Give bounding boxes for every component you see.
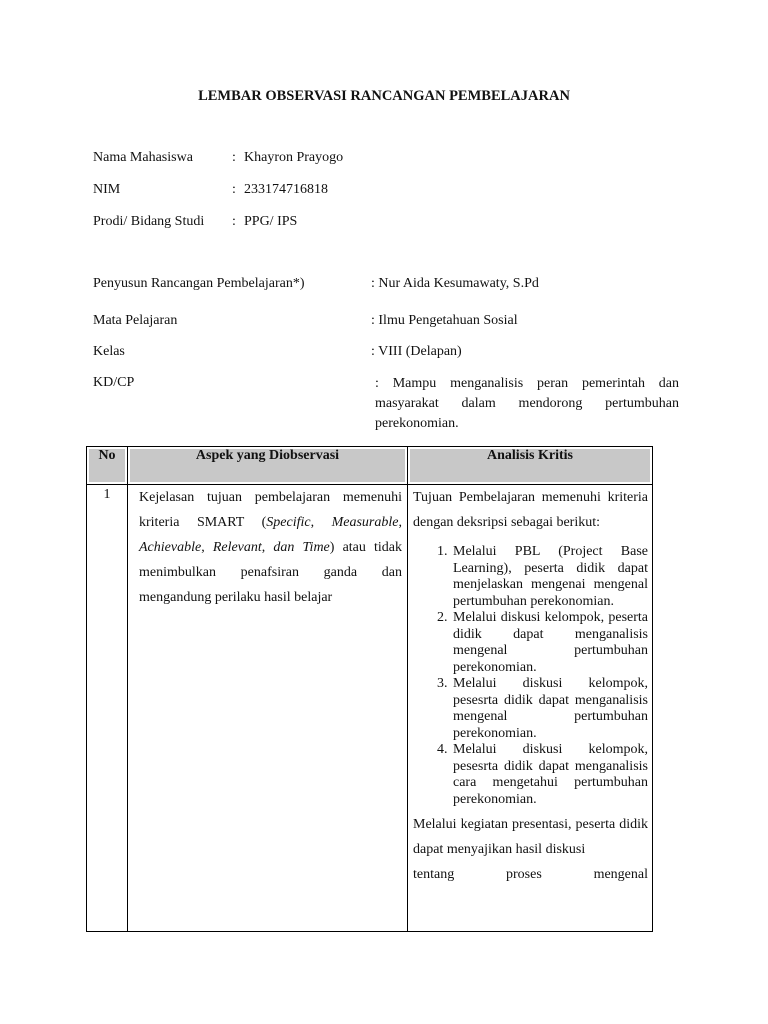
kelas-row bbox=[93, 344, 683, 375]
analisis-list bbox=[413, 544, 648, 808]
kdcp-label: KD/CP bbox=[93, 375, 135, 390]
header-aspek: Aspek yang Diobservasi bbox=[195, 448, 340, 463]
colon: : bbox=[232, 150, 236, 165]
mapel-value: : Ilmu Pengetahuan Sosial bbox=[371, 313, 518, 328]
aspek-cell bbox=[139, 485, 402, 610]
analisis-list-item: 2. Melalui diskusi kelompok, peserta didik dapat menganalisis mengenal pertumbuhan perekonomian. bbox=[451, 610, 648, 676]
analisis-list-item: 1. Melalui PBL (Project Base Learning), peserta didik dapat menjelaskan mengenai mengenal pertumbuhan perekonomian. bbox=[451, 544, 648, 610]
mapel-row bbox=[93, 313, 683, 344]
separator: , bbox=[261, 540, 274, 555]
analisis-intro: Tujuan Pembelajaran memenuhi kriteria dengan deksripsi sebagai berikut: bbox=[413, 490, 648, 530]
colon: : bbox=[232, 182, 236, 197]
penyusun-label: Penyusun Rancangan Pembelajaran*) bbox=[93, 276, 305, 291]
prodi-value: PPG/ IPS bbox=[244, 214, 298, 229]
document-title: LEMBAR OBSERVASI RANCANGAN PEMBELAJARAN bbox=[198, 88, 570, 104]
separator: , bbox=[310, 515, 332, 530]
analisis-outro: Melalui kegiatan presentasi, peserta didik dapat menyajikan hasil diskusi bbox=[413, 817, 648, 857]
plan-info bbox=[93, 276, 683, 431]
table-header-row bbox=[87, 447, 652, 485]
smart-measurable: Measurable bbox=[331, 515, 399, 530]
smart-time: dan Time bbox=[273, 540, 330, 555]
smart-achievable: Achievable bbox=[139, 540, 202, 555]
separator: , bbox=[201, 540, 213, 555]
prodi-label: Prodi/ Bidang Studi bbox=[93, 214, 205, 229]
analisis-list-item: 4. Melalui diskusi kelompok, pesesrta didik dapat menganalisis cara mengetahui pertumbuhan perekonomian. bbox=[451, 742, 648, 808]
word: proses bbox=[506, 867, 542, 882]
kelas-label: Kelas bbox=[93, 344, 125, 359]
smart-specific: Specific bbox=[266, 515, 311, 530]
penyusun-row bbox=[93, 276, 683, 307]
kdcp-row bbox=[93, 375, 683, 431]
smart-relevant: Relevant bbox=[212, 540, 262, 555]
mapel-label: Mata Pelajaran bbox=[93, 313, 178, 328]
header-analisis: Analisis Kritis bbox=[487, 448, 573, 463]
analisis-cell bbox=[413, 485, 648, 887]
word: tentang bbox=[413, 867, 455, 882]
analisis-outro-last-line bbox=[413, 862, 648, 887]
analisis-list-item: 3. Melalui diskusi kelompok, pesesrta didik dapat menganalisis mengenal pertumbuhan perekonomian. bbox=[451, 676, 648, 742]
column-divider bbox=[407, 447, 408, 931]
aspek-text-end: ) atau tidak menimbulkan penafsiran ganda dan mengandung perilaku hasil belajar bbox=[139, 540, 402, 605]
word: mengenal bbox=[593, 867, 648, 882]
student-name-label: Nama Mahasiswa bbox=[93, 150, 193, 165]
nim-value: 233174716818 bbox=[244, 182, 328, 197]
penyusun-value: : Nur Aida Kesumawaty, S.Pd bbox=[371, 276, 539, 291]
nim-label: NIM bbox=[93, 182, 121, 197]
student-name-value: Khayron Prayogo bbox=[244, 150, 344, 165]
kelas-value: : VIII (Delapan) bbox=[371, 344, 462, 359]
kdcp-value: : Mampu menganalisis peran pemerintah dan masyarakat dalam mendorong pertumbuhan perekonomian. bbox=[375, 376, 679, 431]
observation-table bbox=[86, 446, 653, 932]
row-number: 1 bbox=[103, 487, 111, 502]
column-divider bbox=[127, 447, 128, 931]
colon: : bbox=[232, 214, 236, 229]
aspek-text: Kejelasan tujuan pembelajaran memenuhi kriteria SMART ( bbox=[139, 490, 402, 530]
header-no: No bbox=[98, 448, 116, 463]
separator: , bbox=[398, 515, 402, 530]
